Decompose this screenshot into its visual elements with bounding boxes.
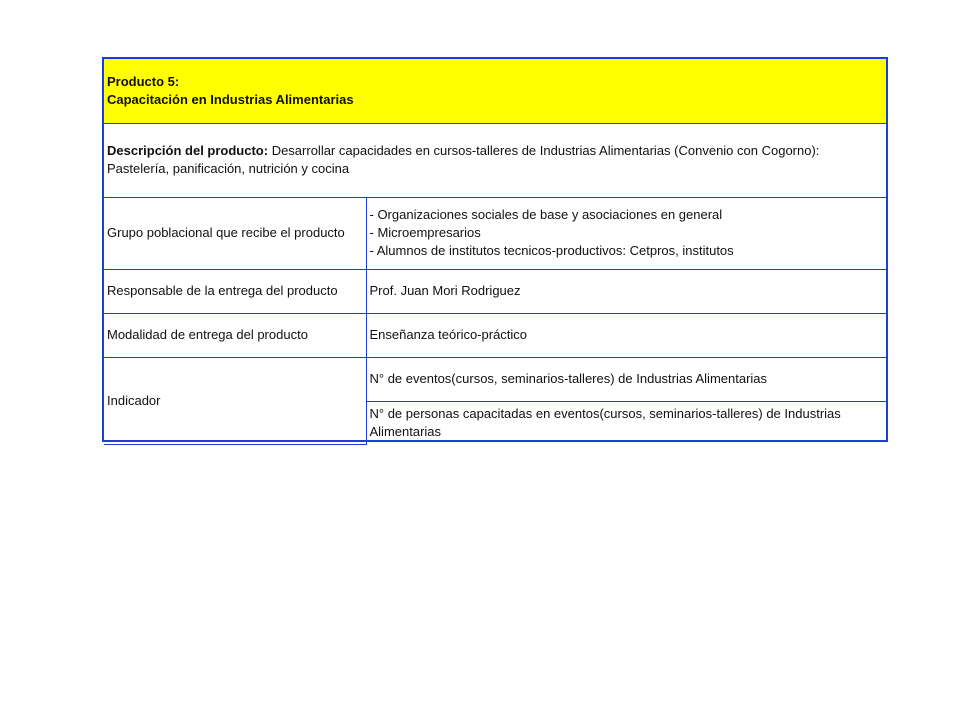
modality-value: Enseñanza teórico-práctico: [366, 313, 886, 357]
group-values: [366, 197, 886, 269]
group-item: - Microempresarios: [369, 225, 481, 240]
description-cell: [104, 123, 886, 197]
group-label: Grupo poblacional que recibe el producto: [104, 197, 366, 269]
responsible-value: Prof. Juan Mori Rodriguez: [366, 269, 886, 313]
modality-label: Modalidad de entrega del producto: [104, 313, 366, 357]
indicator-row-1: [104, 357, 886, 401]
product-table: [104, 59, 886, 445]
description-label: Descripción del producto:: [107, 143, 269, 158]
description-line-1: [107, 142, 883, 160]
responsible-label: Responsable de la entrega del producto: [104, 269, 366, 313]
description-text-1: Desarrollar capacidades en cursos-talleres de Industrias Alimentarias (Convenio con Cogorno):: [268, 143, 820, 158]
description-text-2: Pastelería, panificación, nutrición y cocina: [107, 161, 350, 176]
indicator-value-2: N° de personas capacitadas en eventos(cursos, seminarios-talleres) de Industrias Alimentarias: [366, 401, 886, 444]
responsible-row: [104, 269, 886, 313]
group-row: [104, 197, 886, 269]
indicator-label: Indicador: [104, 357, 366, 444]
title-cell: [104, 59, 886, 123]
group-item: - Organizaciones sociales de base y asociaciones en general: [369, 207, 723, 222]
indicator-value-1: N° de eventos(cursos, seminarios-talleres) de Industrias Alimentarias: [366, 357, 886, 401]
description-row: [104, 123, 886, 197]
modality-row: [104, 313, 886, 357]
product-number: Producto 5:: [107, 73, 180, 89]
product-name: Capacitación en Industrias Alimentarias: [107, 91, 354, 107]
product-sheet: [102, 57, 888, 442]
title-row: [104, 59, 886, 123]
group-item: - Alumnos de institutos tecnicos-productivos: Cetpros, institutos: [369, 243, 734, 258]
